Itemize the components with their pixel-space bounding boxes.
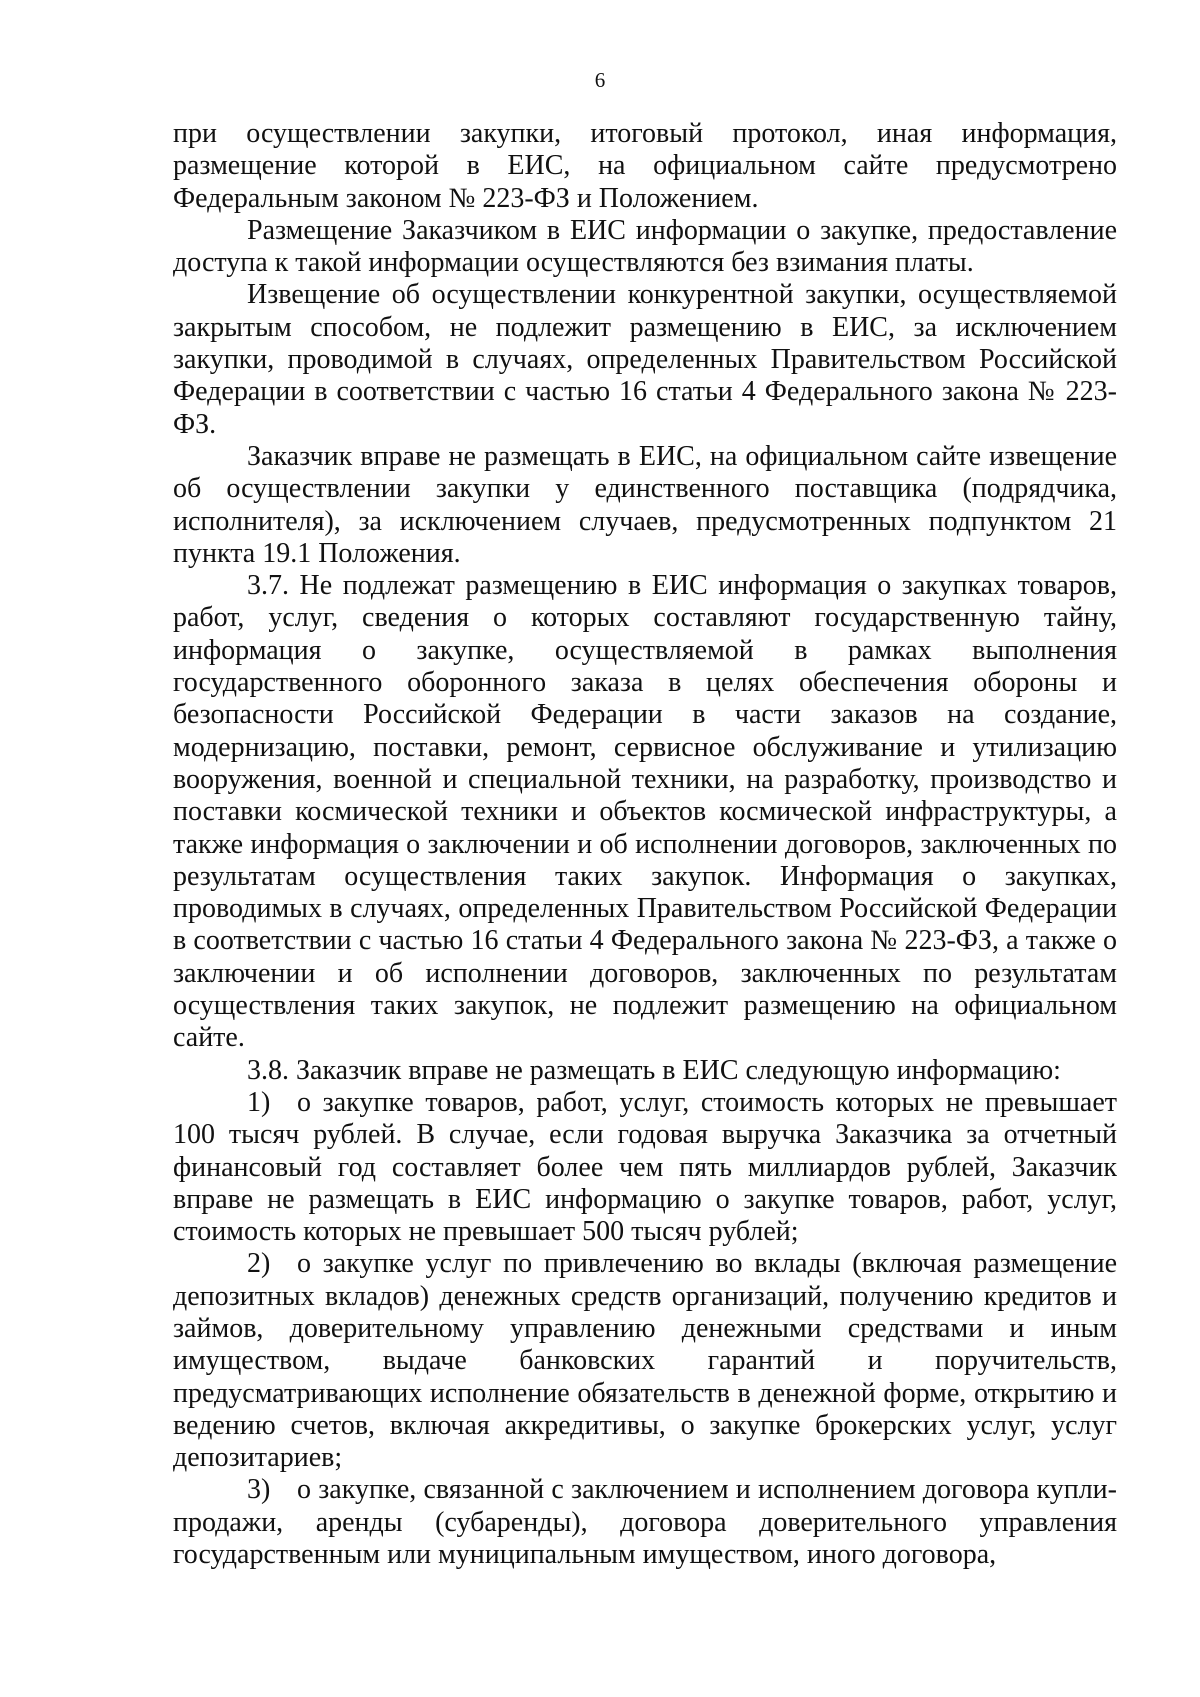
- list-item-number: 1): [247, 1086, 271, 1118]
- page-number: 6: [594, 68, 606, 92]
- paragraph-single-supplier: Заказчик вправе не размещать в ЕИС, на официальном сайте извещение об осуществлении закупки у единственного поставщика (подрядчика, исполнителя), за исключением случаев, предусмотренных подпунктом 21 пункта 19.1 Положения.: [173, 440, 1117, 569]
- paragraph-section-3-8: 3.8. Заказчик вправе не размещать в ЕИС следующую информацию:: [247, 1054, 1061, 1086]
- list-item: [173, 1474, 1117, 1571]
- list-item-number: 2): [247, 1248, 271, 1280]
- paragraph-section-3-7: 3.7. Не подлежат размещению в ЕИС информация о закупках товаров, работ, услуг, сведения о которых составляют государственную тайну, информация о закупке, осуществляемой в рамках выполнения государственного оборонного заказа в целях обеспечения обороны и безопасности Российской Федерации в части заказов на создание, модернизацию, поставки, ремонт, сервисное обслуживание и утилизацию вооружения, военной и специальной техники, на разработку, производство и поставки космической техники и объектов космической инфраструктуры, а также информация о заключении и об исполнении договоров, заключенных по результатам осуществления таких закупок. Информация о закупках, проводимых в случаях, определенных Правительством Российской Федерации в соответствии с частью 16 статьи 4 Федерального закона № 223-ФЗ, а также о заключении и об исполнении договоров, заключенных по результатам осуществления таких закупок, не подлежит размещению на официальном сайте.: [173, 570, 1117, 1054]
- list-item-text: о закупке, связанной с заключением и исполнением договора купли-продажи, аренды (субаренды), договора доверительного управления государственным или муниципальным имуществом, иного договора,: [173, 1474, 1117, 1571]
- paragraph-free-access: Размещение Заказчиком в ЕИС информации о закупке, предоставление доступа к такой информации осуществляются без взимания платы.: [173, 214, 1117, 279]
- list-item-number: 3): [247, 1474, 271, 1506]
- paragraph-continuation: при осуществлении закупки, итоговый протокол, иная информация, размещение которой в ЕИС, на официальном сайте предусмотрено Федеральным законом № 223-ФЗ и Положением.: [173, 118, 1117, 214]
- list-item-text: о закупке товаров, работ, услуг, стоимость которых не превышает 100 тысяч рублей. В случае, если годовая выручка Заказчика за отчетный финансовый год составляет более чем пять миллиардов рублей, Заказчик вправе не размещать в ЕИС информацию о закупке товаров, работ, услуг, стоимость которых не превышает 500 тысяч рублей;: [173, 1086, 1117, 1248]
- list-item-text: о закупке услуг по привлечению во вклады (включая размещение депозитных вкладов) денежных средств организаций, получению кредитов и займов, доверительному управлению денежными средствами и иным имуществом, выдаче банковских гарантий и поручительств, предусматривающих исполнение обязательств в денежной форме, открытию и ведению счетов, включая аккредитивы, о закупке брокерских услуг, услуг депозитариев;: [173, 1248, 1117, 1474]
- paragraph-closed-procurement: Извещение об осуществлении конкурентной закупки, осуществляемой закрытым способом, не подлежит размещению в ЕИС, за исключением закупки, проводимой в случаях, определенных Правительством Российской Федерации в соответствии с частью 16 статьи 4 Федерального закона № 223-ФЗ.: [173, 279, 1117, 440]
- list-item: [173, 1248, 1117, 1474]
- document-body: [173, 118, 1117, 1571]
- list-item: [173, 1087, 1117, 1248]
